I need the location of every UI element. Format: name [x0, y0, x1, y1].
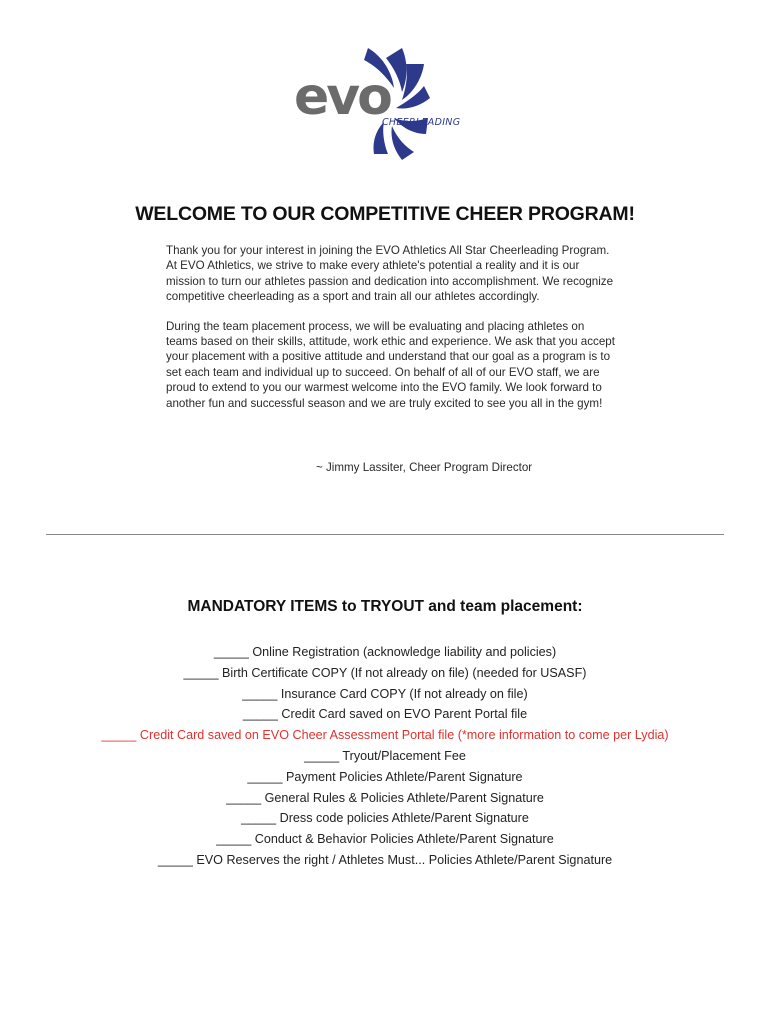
evo-cheerleading-logo — [290, 42, 480, 172]
director-signature: ~ Jimmy Lassiter, Cheer Program Director — [316, 461, 533, 474]
welcome-paragraph: Thank you for your interest in joining the EVO Athletics All Star Cheerleading Program. At EVO Athletics, we strive to make every athlete's potential a reality and it is our mission to turn our athletes passion and dedication into accomplishment. We recognize competitive cheerleading as a sport and train all our athletes accordingly. — [166, 244, 614, 304]
checklist-item: _____ General Rules & Policies Athlete/Parent Signature — [226, 790, 544, 805]
logo-tagline: CHEERLEADING — [382, 117, 461, 128]
checklist-item: _____ Dress code policies Athlete/Parent Signature — [241, 811, 529, 826]
logo-graphic — [290, 42, 480, 172]
checklist-item: _____ Payment Policies Athlete/Parent Signature — [247, 769, 523, 784]
checklist-item: _____ EVO Reserves the right / Athletes Must... Policies Athlete/Parent Signature — [157, 852, 613, 867]
welcome-letter — [166, 243, 616, 425]
checklist-item-alert: _____ Credit Card saved on EVO Cheer Assessment Portal file (*more information to come per Lydia) — [101, 728, 669, 743]
checklist-item: _____ Insurance Card COPY (If not already on file) — [242, 686, 528, 701]
checklist-item: _____ Online Registration (acknowledge liability and policies) — [213, 645, 557, 659]
checklist-item: _____ Conduct & Behavior Policies Athlete/Parent Signature — [216, 832, 554, 847]
welcome-paragraph: During the team placement process, we will be evaluating and placing athletes on teams based on their skills, attitude, work ethic and experience. We ask that you accept your placement with a positive attitude and understand that our goal as a program is to set each team and individual up to succeed. On behalf of all of our EVO staff, we are proud to extend to you our warmest welcome into the EVO family. We look forward to another fun and successful season and we are truly excited to see you all in the gym! — [166, 319, 615, 410]
logo-wordmark: evo — [294, 67, 390, 127]
section-divider — [46, 534, 724, 535]
checklist-item: _____ Birth Certificate COPY (If not already on file) (needed for USASF) — [183, 665, 587, 680]
checklist-item: _____ Tryout/Placement Fee — [304, 748, 466, 763]
checklist-item: _____ Credit Card saved on EVO Parent Portal file — [242, 707, 528, 722]
mandatory-checklist — [0, 642, 770, 871]
welcome-title: WELCOME TO OUR COMPETITIVE CHEER PROGRAM! — [135, 203, 635, 225]
mandatory-heading: MANDATORY ITEMS to TRYOUT and team placement: — [187, 598, 583, 615]
